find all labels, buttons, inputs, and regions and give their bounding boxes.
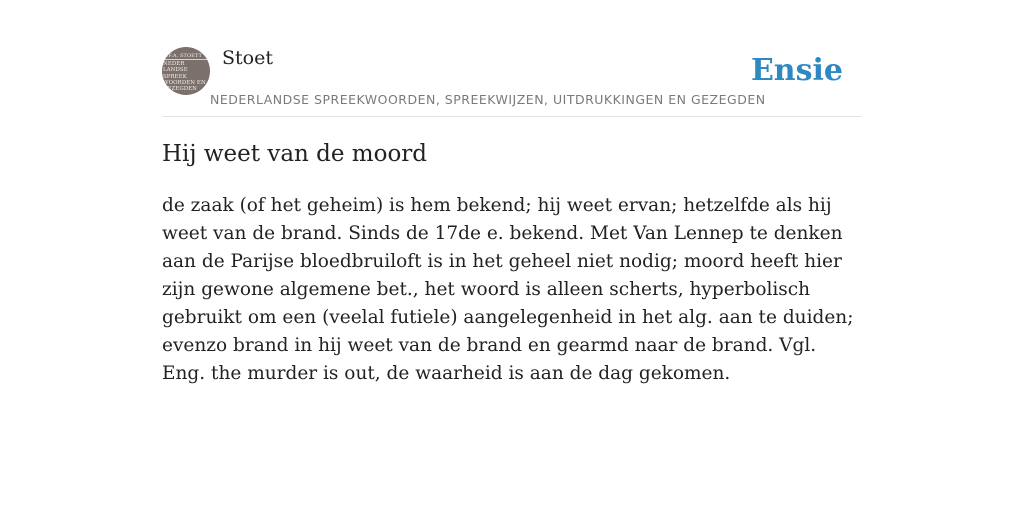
brand-logo[interactable]: Ensie <box>750 53 843 88</box>
avatar-line: GEZEGDEN <box>163 86 198 93</box>
source-title[interactable]: NEDERLANDSE SPREEKWOORDEN, SPREEKWIJZEN, UITDRUKKINGEN EN GEZEGDEN <box>210 92 766 107</box>
avatar-line: C.F.A. STOETT <box>163 53 209 60</box>
avatar-line: LANDSE <box>163 67 188 74</box>
avatar-line: NEDER <box>163 61 185 68</box>
entry-header <box>162 46 862 117</box>
entry-title: Hij weet van de moord <box>162 141 428 167</box>
avatar-line: SPREEK <box>163 73 187 80</box>
entry-definition: de zaak (of het geheim) is hem bekend; hij weet ervan; hetzelfde als hij weet van de brand. Sinds de 17de e. bekend. Met Van Lennep te denken aan de Parijse bloedbruiloft is in het geheel niet nodig; moord heeft hier zijn gewone algemene bet., het woord is alleen scherts, hyperbolisch gebruikt om een (veelal futiele) aangelegenheid in het alg. aan te duiden; evenzo brand in hij weet van de brand en gearmd naar de brand. Vgl. Eng. the murder is out, de waarheid is aan de dag gekomen. <box>162 195 854 384</box>
author-name[interactable]: Stoet <box>222 47 273 69</box>
avatar-line: WOORDEN EN <box>163 79 206 86</box>
author-avatar[interactable] <box>162 47 210 95</box>
avatar-book-cover <box>163 53 209 92</box>
